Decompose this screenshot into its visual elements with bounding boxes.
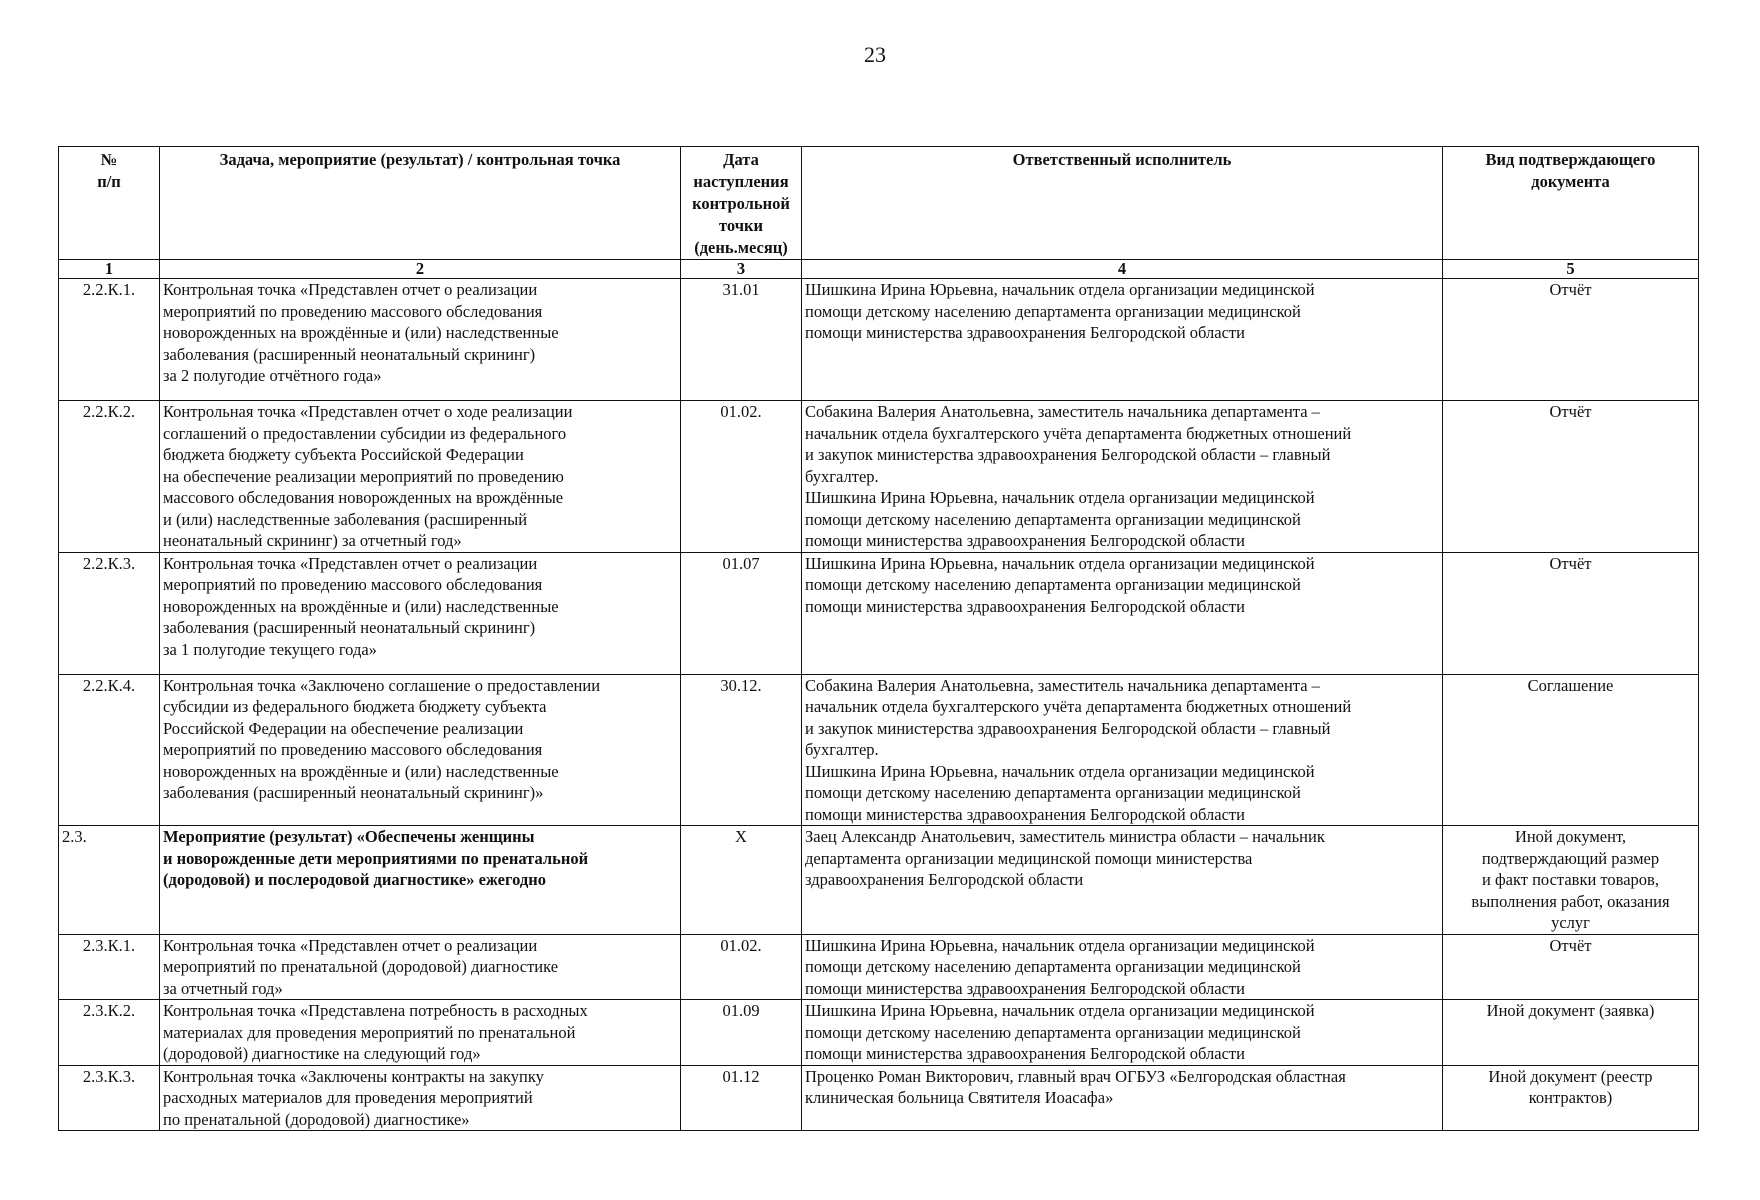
executor-line: помощи детскому населению департамента организации медицинской xyxy=(805,509,1301,529)
executor-line: помощи министерства здравоохранения Белгородской области xyxy=(805,531,1245,550)
executor-line: здравоохранения Белгородской области xyxy=(805,870,1084,889)
document-type-cell xyxy=(1443,401,1699,553)
header-num xyxy=(59,147,160,260)
executor-line: помощи детскому населению департамента организации медицинской xyxy=(805,1022,1301,1042)
document-line: Отчёт xyxy=(1549,402,1592,421)
header-date-line: контрольной xyxy=(692,194,790,213)
header-date-line: (день.месяц) xyxy=(694,238,788,257)
column-number: 5 xyxy=(1443,260,1699,279)
row-number-cell: 2.2.К.1. xyxy=(59,279,160,401)
task-line: бюджета бюджету субъекта Российской Федерации xyxy=(163,445,524,464)
executor-line: помощи детскому населению департамента организации медицинской xyxy=(805,783,1301,802)
date-cell: 01.02. xyxy=(681,401,802,553)
task-cell xyxy=(160,1065,681,1131)
task-cell xyxy=(160,552,681,674)
date-cell: 01.09 xyxy=(681,1000,802,1066)
row-number-cell: 2.3.К.2. xyxy=(59,1000,160,1066)
row-number-cell: 2.2.К.3. xyxy=(59,552,160,674)
task-line: Контрольная точка «Представлена потребность в расходных xyxy=(163,1001,588,1020)
document-line: Иной документ (заявка) xyxy=(1486,1001,1655,1020)
document-line: Отчёт xyxy=(1549,935,1592,955)
document-type-cell xyxy=(1443,279,1699,401)
table-row xyxy=(59,1065,1699,1131)
task-line: (дородовой) и послеродовой диагностике» ежегодно xyxy=(163,870,546,889)
date-cell: 01.12 xyxy=(681,1065,802,1131)
header-date xyxy=(681,147,802,260)
document-type-cell xyxy=(1443,552,1699,674)
task-line: и новорожденные дети мероприятиями по пренатальной xyxy=(163,848,589,868)
executor-line: клиническая больница Святителя Иоасафа» xyxy=(805,1088,1114,1107)
document-type-cell xyxy=(1443,934,1699,1000)
header-task-line: Задача, мероприятие (результат) / контрольная точка xyxy=(219,150,621,169)
executor-line: Шишкина Ирина Юрьевна, начальник отдела организации медицинской xyxy=(805,488,1315,507)
column-number: 1 xyxy=(59,260,160,279)
task-line: расходных материалов для проведения мероприятий xyxy=(163,1088,533,1107)
header-task xyxy=(160,147,681,260)
task-line: Контрольная точка «Представлен отчет о реализации xyxy=(163,553,538,573)
document-line: Отчёт xyxy=(1549,280,1592,299)
executor-line: помощи детскому населению департамента организации медицинской xyxy=(805,575,1301,594)
executor-line: помощи детскому населению департамента организации медицинской xyxy=(805,301,1301,321)
task-line: новорожденных на врождённые и (или) наследственные xyxy=(163,323,559,342)
task-line: (дородовой) диагностике на следующий год» xyxy=(163,1044,481,1063)
executor-line: помощи детскому населению департамента организации медицинской xyxy=(805,957,1301,976)
task-line: и (или) наследственные заболевания (расширенный xyxy=(163,509,528,529)
task-line: субсидии из федерального бюджета бюджету субъекта xyxy=(163,697,547,716)
executor-cell xyxy=(802,826,1443,935)
task-line: мероприятий по проведению массового обследования xyxy=(163,301,543,321)
table-row xyxy=(59,401,1699,553)
executor-cell xyxy=(802,552,1443,674)
table-row xyxy=(59,934,1699,1000)
executor-line: и закупок министерства здравоохранения Белгородской области – главный xyxy=(805,718,1331,738)
executor-line: и закупок министерства здравоохранения Белгородской области – главный xyxy=(805,445,1331,464)
document-type-cell xyxy=(1443,1000,1699,1066)
task-line: за отчетный год» xyxy=(163,978,283,998)
header-num-line: № xyxy=(100,150,118,169)
task-line: мероприятий по проведению массового обследования xyxy=(163,575,543,594)
executor-line: Шишкина Ирина Юрьевна, начальник отдела организации медицинской xyxy=(805,935,1315,955)
executor-line: помощи министерства здравоохранения Белгородской области xyxy=(805,323,1245,342)
task-line: за 1 полугодие текущего года» xyxy=(163,639,377,659)
date-cell: 01.07 xyxy=(681,552,802,674)
header-document-line: Вид подтверждающего xyxy=(1485,150,1656,169)
task-line: Контрольная точка «Представлен отчет о реализации xyxy=(163,935,538,955)
task-line: соглашений о предоставлении субсидии из федерального xyxy=(163,423,567,443)
table-body xyxy=(59,279,1699,1131)
task-cell xyxy=(160,934,681,1000)
date-cell: 30.12. xyxy=(681,674,802,826)
task-line: материалах для проведения мероприятий по пренатальной xyxy=(163,1022,576,1042)
executor-line: Собакина Валерия Анатольевна, заместитель начальника департамента – xyxy=(805,402,1320,421)
task-line: Российской Федерации на обеспечение реализации xyxy=(163,718,524,738)
task-line: Контрольная точка «Заключены контракты на закупку xyxy=(163,1066,544,1086)
document-line: подтверждающий размер xyxy=(1481,848,1660,868)
page-number: 23 xyxy=(864,42,886,67)
executor-line: помощи министерства здравоохранения Белгородской области xyxy=(805,804,1245,824)
table-row xyxy=(59,279,1699,401)
task-line: мероприятий по пренатальной (дородовой) диагностике xyxy=(163,957,559,976)
column-number: 4 xyxy=(802,260,1443,279)
document-line: услуг xyxy=(1551,913,1590,932)
header-num-line: п/п xyxy=(97,172,121,191)
header-date-line: наступления xyxy=(693,172,789,191)
task-line: на обеспечение реализации мероприятий по проведению xyxy=(163,466,564,486)
executor-cell xyxy=(802,1065,1443,1131)
executor-line: Шишкина Ирина Юрьевна, начальник отдела организации медицинской xyxy=(805,553,1315,573)
header-document-line: документа xyxy=(1531,172,1610,191)
executor-line: Шишкина Ирина Юрьевна, начальник отдела организации медицинской xyxy=(805,1001,1315,1020)
table-row xyxy=(59,1000,1699,1066)
document-type-cell xyxy=(1443,1065,1699,1131)
task-cell xyxy=(160,674,681,826)
task-line: новорожденных на врождённые и (или) наследственные xyxy=(163,596,559,616)
date-cell: 31.01 xyxy=(681,279,802,401)
task-line: заболевания (расширенный неонатальный скрининг) xyxy=(163,344,536,364)
row-number-cell: 2.2.К.2. xyxy=(59,401,160,553)
task-line: заболевания (расширенный неонатальный скрининг) xyxy=(163,618,536,637)
table-row xyxy=(59,674,1699,826)
task-line: за 2 полугодие отчётного года» xyxy=(163,366,382,385)
task-cell xyxy=(160,1000,681,1066)
task-line: неонатальный скрининг) за отчетный год» xyxy=(163,531,462,550)
table-row xyxy=(59,826,1699,935)
executor-line: бухгалтер. xyxy=(805,466,879,486)
executor-line: Проценко Роман Викторович, главный врач ОГБУЗ «Белгородская областная xyxy=(805,1066,1346,1086)
row-number-cell: 2.3. xyxy=(59,826,160,935)
executor-cell xyxy=(802,674,1443,826)
header-document xyxy=(1443,147,1699,260)
row-number-cell: 2.3.К.3. xyxy=(59,1065,160,1131)
executor-line: Шишкина Ирина Юрьевна, начальник отдела организации медицинской xyxy=(805,761,1315,781)
header-date-line: точки xyxy=(718,216,764,235)
task-line: Контрольная точка «Представлен отчет о ходе реализации xyxy=(163,402,573,421)
control-points-table xyxy=(58,146,1699,1131)
executor-line: Собакина Валерия Анатольевна, заместитель начальника департамента – xyxy=(805,675,1320,695)
header-date-line: Дата xyxy=(723,150,759,169)
row-number-cell: 2.2.К.4. xyxy=(59,674,160,826)
executor-line: Шишкина Ирина Юрьевна, начальник отдела организации медицинской xyxy=(805,280,1315,299)
column-number: 3 xyxy=(681,260,802,279)
task-line: Мероприятие (результат) «Обеспечены женщины xyxy=(163,827,535,846)
executor-line: Заец Александр Анатольевич, заместитель министра области – начальник xyxy=(805,827,1325,846)
executor-cell xyxy=(802,934,1443,1000)
document-type-cell xyxy=(1443,826,1699,935)
document-line: контрактов) xyxy=(1528,1088,1613,1107)
task-line: заболевания (расширенный неонатальный скрининг)» xyxy=(163,783,544,802)
header-executor xyxy=(802,147,1443,260)
executor-line: бухгалтер. xyxy=(805,740,879,759)
document-type-cell xyxy=(1443,674,1699,826)
task-line: массового обследования новорожденных на врождённые xyxy=(163,488,564,507)
task-cell xyxy=(160,826,681,935)
executor-line: помощи министерства здравоохранения Белгородской области xyxy=(805,596,1245,616)
document-line: и факт поставки товаров, xyxy=(1482,870,1659,889)
executor-cell xyxy=(802,401,1443,553)
header-executor-line: Ответственный исполнитель xyxy=(1012,150,1232,169)
document-line: Иной документ (реестр xyxy=(1488,1066,1653,1086)
task-cell xyxy=(160,279,681,401)
task-cell xyxy=(160,401,681,553)
task-line: по пренатальной (дородовой) диагностике» xyxy=(163,1109,470,1129)
executor-line: начальник отдела бухгалтерского учёта департамента бюджетных отношений xyxy=(805,697,1352,716)
document-line: выполнения работ, оказания xyxy=(1471,891,1670,911)
task-line: новорожденных на врождённые и (или) наследственные xyxy=(163,761,559,781)
table-row xyxy=(59,552,1699,674)
task-line: мероприятий по проведению массового обследования xyxy=(163,740,543,759)
executor-line: начальник отдела бухгалтерского учёта департамента бюджетных отношений xyxy=(805,423,1352,443)
executor-line: департамента организации медицинской помощи министерства xyxy=(805,848,1253,868)
document-line: Соглашение xyxy=(1527,675,1614,695)
document-line: Иной документ, xyxy=(1514,827,1627,846)
table-header-row xyxy=(59,147,1699,260)
task-line: Контрольная точка «Заключено соглашение о предоставлении xyxy=(163,675,601,695)
executor-line: помощи министерства здравоохранения Белгородской области xyxy=(805,978,1245,998)
task-line: Контрольная точка «Представлен отчет о реализации xyxy=(163,280,538,299)
executor-line: помощи министерства здравоохранения Белгородской области xyxy=(805,1044,1245,1063)
executor-cell xyxy=(802,1000,1443,1066)
column-number-row xyxy=(59,260,1699,279)
executor-cell xyxy=(802,279,1443,401)
document-line: Отчёт xyxy=(1549,553,1592,573)
row-number-cell: 2.3.К.1. xyxy=(59,934,160,1000)
date-cell: 01.02. xyxy=(681,934,802,1000)
column-number: 2 xyxy=(160,260,681,279)
date-cell: X xyxy=(681,826,802,935)
